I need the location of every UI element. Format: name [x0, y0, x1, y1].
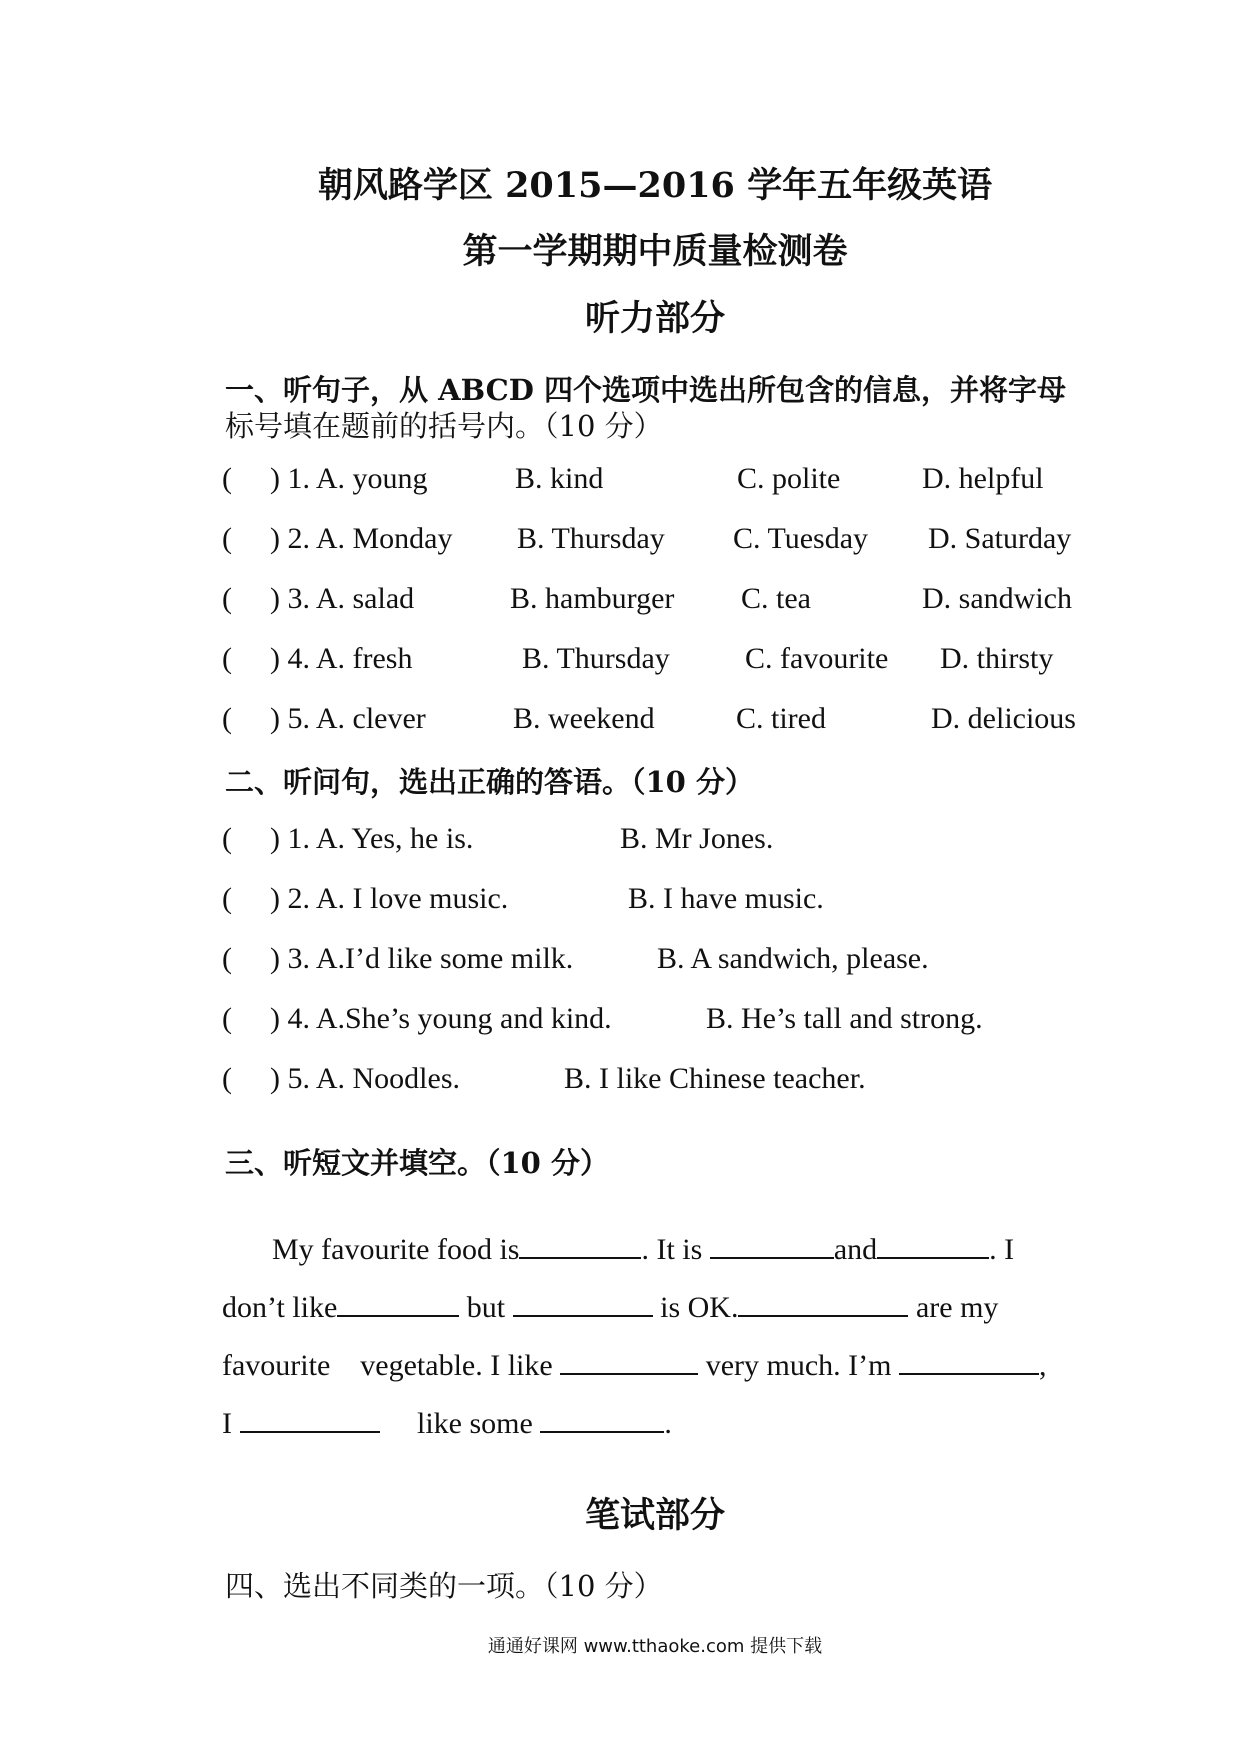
- exam-title-line1: 朝风路学区 2015—2016 学年五年级英语: [317, 165, 993, 206]
- passage-text: .: [664, 1407, 672, 1440]
- question-option-a: ) 5. A. Noodles.: [270, 1062, 460, 1095]
- question-option-b: B. weekend: [513, 702, 655, 735]
- question-option-d: D. delicious: [931, 702, 1076, 735]
- question-option-b: B. kind: [515, 462, 604, 495]
- question-option-a: ) 4. A.She’s young and kind.: [270, 1002, 612, 1035]
- section1-instruction-line2: 标号填在题前的括号内。（10 分）: [225, 409, 663, 443]
- question-option-c: C. polite: [737, 462, 841, 495]
- fill-blank[interactable]: [738, 1289, 908, 1317]
- passage-text: don’t like: [222, 1291, 338, 1324]
- passage-text: very much. I’m: [705, 1349, 892, 1382]
- fill-blank[interactable]: [240, 1405, 380, 1433]
- question-option-b: B. He’s tall and strong.: [706, 1002, 983, 1035]
- passage-line-2: [222, 1289, 998, 1325]
- question-bracket: (: [222, 1002, 232, 1035]
- fill-blank[interactable]: [337, 1289, 459, 1317]
- section2-instruction: 二、听问句，选出正确的答语。（10 分）: [225, 765, 754, 799]
- passage-text: but: [466, 1291, 506, 1324]
- fill-blank[interactable]: [877, 1231, 989, 1259]
- section3-instruction: 三、听短文并填空。（10 分）: [225, 1146, 609, 1180]
- question-option-b: B. I like Chinese teacher.: [564, 1062, 866, 1095]
- question-option-a: ) 2. A. I love music.: [270, 882, 509, 915]
- question-option-d: D. Saturday: [928, 522, 1072, 555]
- question-option-b: B. hamburger: [510, 582, 675, 615]
- question-bracket: (: [222, 702, 232, 735]
- question-option-a: ) 3. A.I’d like some milk.: [270, 942, 574, 975]
- question-option-b: B. Mr Jones.: [620, 822, 774, 855]
- passage-text: favourite: [222, 1349, 331, 1382]
- question-bracket: (: [222, 822, 232, 855]
- passage-text: I: [222, 1407, 232, 1440]
- passage-text: and: [833, 1233, 878, 1266]
- question-bracket: (: [222, 942, 232, 975]
- question-option-a: ) 2. A. Monday: [270, 522, 453, 555]
- question-bracket: (: [222, 882, 232, 915]
- question-option-b: B. Thursday: [517, 522, 665, 555]
- question-bracket: (: [222, 462, 232, 495]
- question-option-c: C. favourite: [745, 642, 889, 675]
- question-option-a: ) 5. A. clever: [270, 702, 426, 735]
- section4-instruction: 四、选出不同类的一项。（10 分）: [225, 1569, 663, 1603]
- exam-title-line2: 第一学期期中质量检测卷: [462, 231, 848, 272]
- question-option-b: B. A sandwich, please.: [657, 942, 929, 975]
- passage-text: is OK.: [660, 1291, 739, 1324]
- question-option-a: ) 1. A. Yes, he is.: [270, 822, 474, 855]
- question-option-c: C. tea: [741, 582, 811, 615]
- passage-line-4: [222, 1405, 672, 1441]
- passage-text: My favourite food is: [272, 1233, 520, 1266]
- fill-blank[interactable]: [513, 1289, 653, 1317]
- question-bracket: (: [222, 522, 232, 555]
- written-heading: 笔试部分: [584, 1495, 725, 1536]
- question-option-a: ) 3. A. salad: [270, 582, 415, 615]
- fill-blank[interactable]: [710, 1231, 834, 1259]
- fill-blank[interactable]: [540, 1405, 664, 1433]
- fill-blank[interactable]: [519, 1231, 641, 1259]
- passage-text: ,: [1038, 1349, 1047, 1382]
- passage-text: like some: [417, 1407, 533, 1440]
- fill-blank[interactable]: [560, 1347, 698, 1375]
- question-bracket: (: [222, 642, 232, 675]
- question-option-c: C. Tuesday: [733, 522, 869, 555]
- question-option-d: D. thirsty: [940, 642, 1054, 675]
- passage-line-3: [222, 1347, 1046, 1383]
- passage-text: vegetable. I like: [360, 1349, 553, 1382]
- passage-line-1: [272, 1231, 1014, 1267]
- passage-text: are my: [915, 1291, 999, 1324]
- question-option-c: C. tired: [736, 702, 826, 735]
- question-option-b: B. I have music.: [628, 882, 824, 915]
- question-option-b: B. Thursday: [522, 642, 670, 675]
- question-option-d: D. helpful: [922, 462, 1044, 495]
- passage-text: . I: [989, 1233, 1015, 1266]
- question-option-d: D. sandwich: [922, 582, 1072, 615]
- footer-credit: 通通好课网 www.tthaoke.com 提供下载: [487, 1636, 823, 1657]
- fill-blank[interactable]: [899, 1347, 1039, 1375]
- passage-text: . It is: [641, 1233, 703, 1266]
- question-bracket: (: [222, 582, 232, 615]
- listening-heading: 听力部分: [584, 298, 725, 339]
- question-option-a: ) 1. A. young: [270, 462, 428, 495]
- question-bracket: (: [222, 1062, 232, 1095]
- question-option-a: ) 4. A. fresh: [270, 642, 413, 675]
- section1-instruction-line1: 一、听句子，从 ABCD 四个选项中选出所包含的信息，并将字母: [225, 373, 1066, 407]
